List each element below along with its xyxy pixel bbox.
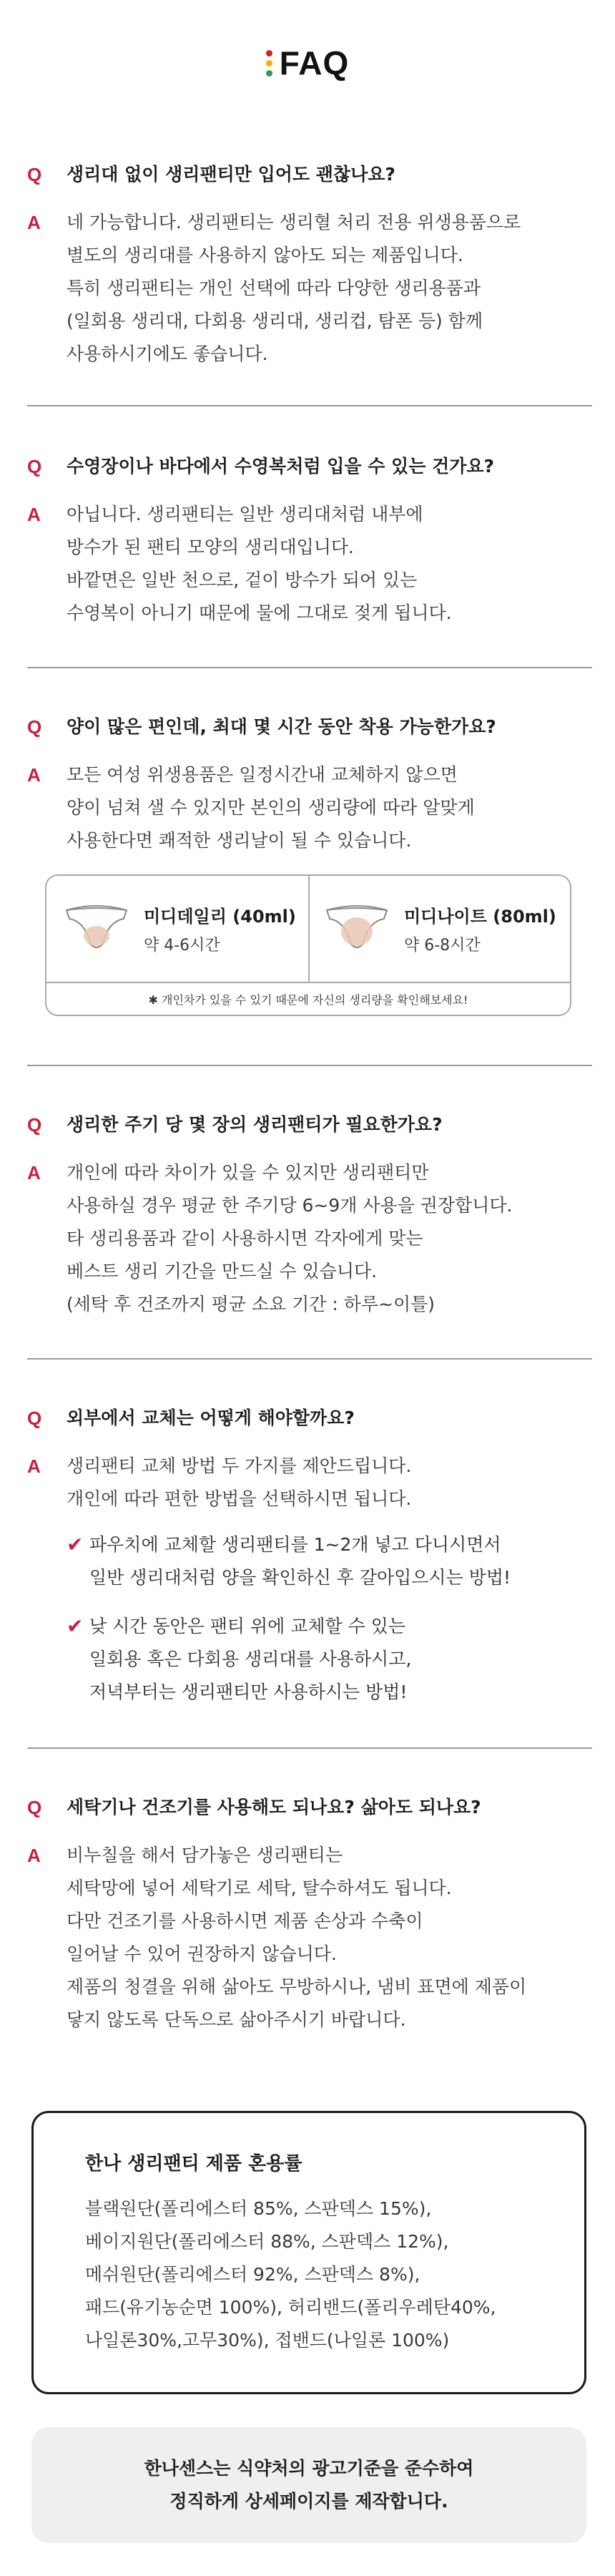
divider [27, 405, 592, 406]
tip-list [67, 1528, 592, 1709]
product-wear-time: 약 4-6시간 [144, 937, 220, 955]
product-absorbency-box [45, 874, 571, 1016]
question-text: 세탁기나 건조기를 사용해도 되나요? 삶아도 되나요? [67, 1797, 481, 1818]
answer-text: 모든 여성 위생용품은 일정시간내 교체하지 않으면 양이 넘쳐 샐 수 있지만 본인의 생리량에 따라 알맞게 사용한다면 쾌적한 생리날이 될 수 있습니다. [67, 764, 475, 851]
panty-icon [323, 900, 391, 957]
tip-item [67, 1610, 592, 1709]
faq-item-4 [27, 1112, 592, 1321]
dot-green [266, 70, 272, 77]
answer-mark: A [27, 212, 41, 233]
fabric-line: 패드(유기농순면 100%), 허리밴드(폴리우레탄40%, [85, 2297, 496, 2318]
product-midi-daily [46, 876, 308, 982]
check-icon: ✔ [67, 1614, 84, 1638]
fabric-line: 메쉬원단(폴리에스터 92%, 스판덱스 8%), [85, 2264, 420, 2285]
answer-mark: A [27, 1845, 41, 1866]
faq-header [0, 42, 615, 84]
question-text: 수영장이나 바다에서 수영복처럼 입을 수 있는 건가요? [67, 456, 495, 477]
ad-compliance-notice: 한나센스는 식약처의 광고기준을 준수하여 정직하게 상세페이지를 제작합니다. [31, 2427, 586, 2543]
answer-text: 아닙니다. 생리팬티는 일반 생리대처럼 내부에 방수가 된 팬티 모양의 생리대입니다. 바깥면은 일반 천으로, 겉이 방수가 되어 있는 수영복이 아니기 때문에 물에 그대로 젖게 됩니다. [67, 504, 452, 623]
faq-item-2 [27, 454, 592, 630]
tip-item [67, 1528, 592, 1594]
question-text: 생리대 없이 생리팬티만 입어도 괜찮나요? [67, 164, 395, 185]
question-text: 양이 많은 편인데, 최대 몇 시간 동안 착용 가능한가요? [67, 716, 496, 737]
product-note: ✱ 개인차가 있을 수 있기 때문에 자신의 생리량을 확인해보세요! [148, 992, 468, 1007]
answer-text: 네 가능합니다. 생리팬티는 생리혈 처리 전용 위생용품으로 별도의 생리대를 사용하지 않아도 되는 제품입니다. 특히 생리팬티는 개인 선택에 따라 다양한 생리용품과 (일회용 생리대, 다회용 생리대, 생리컵, 탐폰 등) 함께 사용하시기에도 좋습니다. [67, 212, 521, 364]
question-mark: Q [27, 716, 42, 738]
fabric-line: 나일론30%,고무30%), 접밴드(나일론 100%) [85, 2330, 450, 2351]
faq-item-1 [27, 162, 592, 371]
product-midi-night [310, 876, 571, 982]
dot-red [266, 50, 272, 57]
divider [27, 1358, 592, 1360]
question-mark: Q [27, 1407, 42, 1429]
answer-mark: A [27, 1455, 41, 1477]
page-title: FAQ [279, 44, 350, 82]
faq-item-5 [27, 1405, 592, 1724]
question-mark: Q [27, 456, 42, 477]
product-name: 미디데일리 (40ml) [144, 907, 296, 927]
fabric-line: 블랙원단(폴리에스터 85%, 스판덱스 15%), [85, 2198, 432, 2219]
product-wear-time: 약 6-8시간 [404, 937, 481, 955]
faq-item-6 [27, 1795, 592, 2036]
panty-icon [62, 900, 131, 957]
question-mark: Q [27, 1114, 42, 1136]
tip-text: 낮 시간 동안은 팬티 위에 교체할 수 있는 일회용 혹은 다회용 생리대를 사용하시고, 저녁부터는 생리팬티만 사용하시는 방법! [89, 1616, 412, 1702]
product-name: 미디나이트 (80ml) [404, 907, 556, 927]
question-mark: Q [27, 1797, 42, 1818]
faq-item-3 [27, 714, 592, 857]
fabric-title: 한나 생리팬티 제품 혼용률 [85, 2153, 302, 2175]
question-text: 생리한 주기 당 몇 장의 생리팬티가 필요한가요? [67, 1114, 443, 1135]
tip-text: 파우치에 교체할 생리팬티를 1~2개 넣고 다니시면서 일반 생리대처럼 양을 확인하신 후 갈아입으시는 방법! [89, 1534, 511, 1588]
answer-mark: A [27, 1162, 41, 1184]
fabric-line: 베이지원단(폴리에스터 88%, 스판덱스 12%), [85, 2231, 449, 2252]
answer-mark: A [27, 764, 41, 786]
divider [27, 667, 592, 668]
fabric-composition-box [31, 2111, 586, 2394]
divider [27, 1747, 592, 1749]
dot-yellow [266, 60, 272, 67]
answer-text: 비누칠을 해서 담가놓은 생리팬티는 세탁망에 넣어 세탁기로 세탁, 탈수하셔도 됩니다. 다만 건조기를 사용하시면 제품 손상과 수축이 일어날 수 있어 권장하지 않습니다. 제품의 청결을 위해 삶아도 무방하시나, 냄비 표면에 제품이 닿지 않도록 단독으로 삶아주시기 바랍니다. [67, 1845, 527, 2030]
answer-mark: A [27, 504, 41, 525]
question-mark: Q [27, 164, 42, 185]
answer-text: 개인에 따라 차이가 있을 수 있지만 생리팬티만 사용하실 경우 평균 한 주기당 6~9개 사용을 권장합니다. 타 생리용품과 같이 사용하시면 각자에게 맞는 베스트 생리 기간을 만드실 수 있습니다. (세탁 후 건조까지 평균 소요 기간 : 하루~이틀) [67, 1162, 513, 1314]
divider [27, 1065, 592, 1066]
answer-text: 생리팬티 교체 방법 두 가지를 제안드립니다. 개인에 따라 편한 방법을 선택하시면 됩니다. [67, 1455, 412, 1509]
logo-dots-icon [266, 50, 272, 77]
check-icon: ✔ [67, 1533, 84, 1556]
question-text: 외부에서 교체는 어떻게 해야할까요? [67, 1407, 355, 1428]
